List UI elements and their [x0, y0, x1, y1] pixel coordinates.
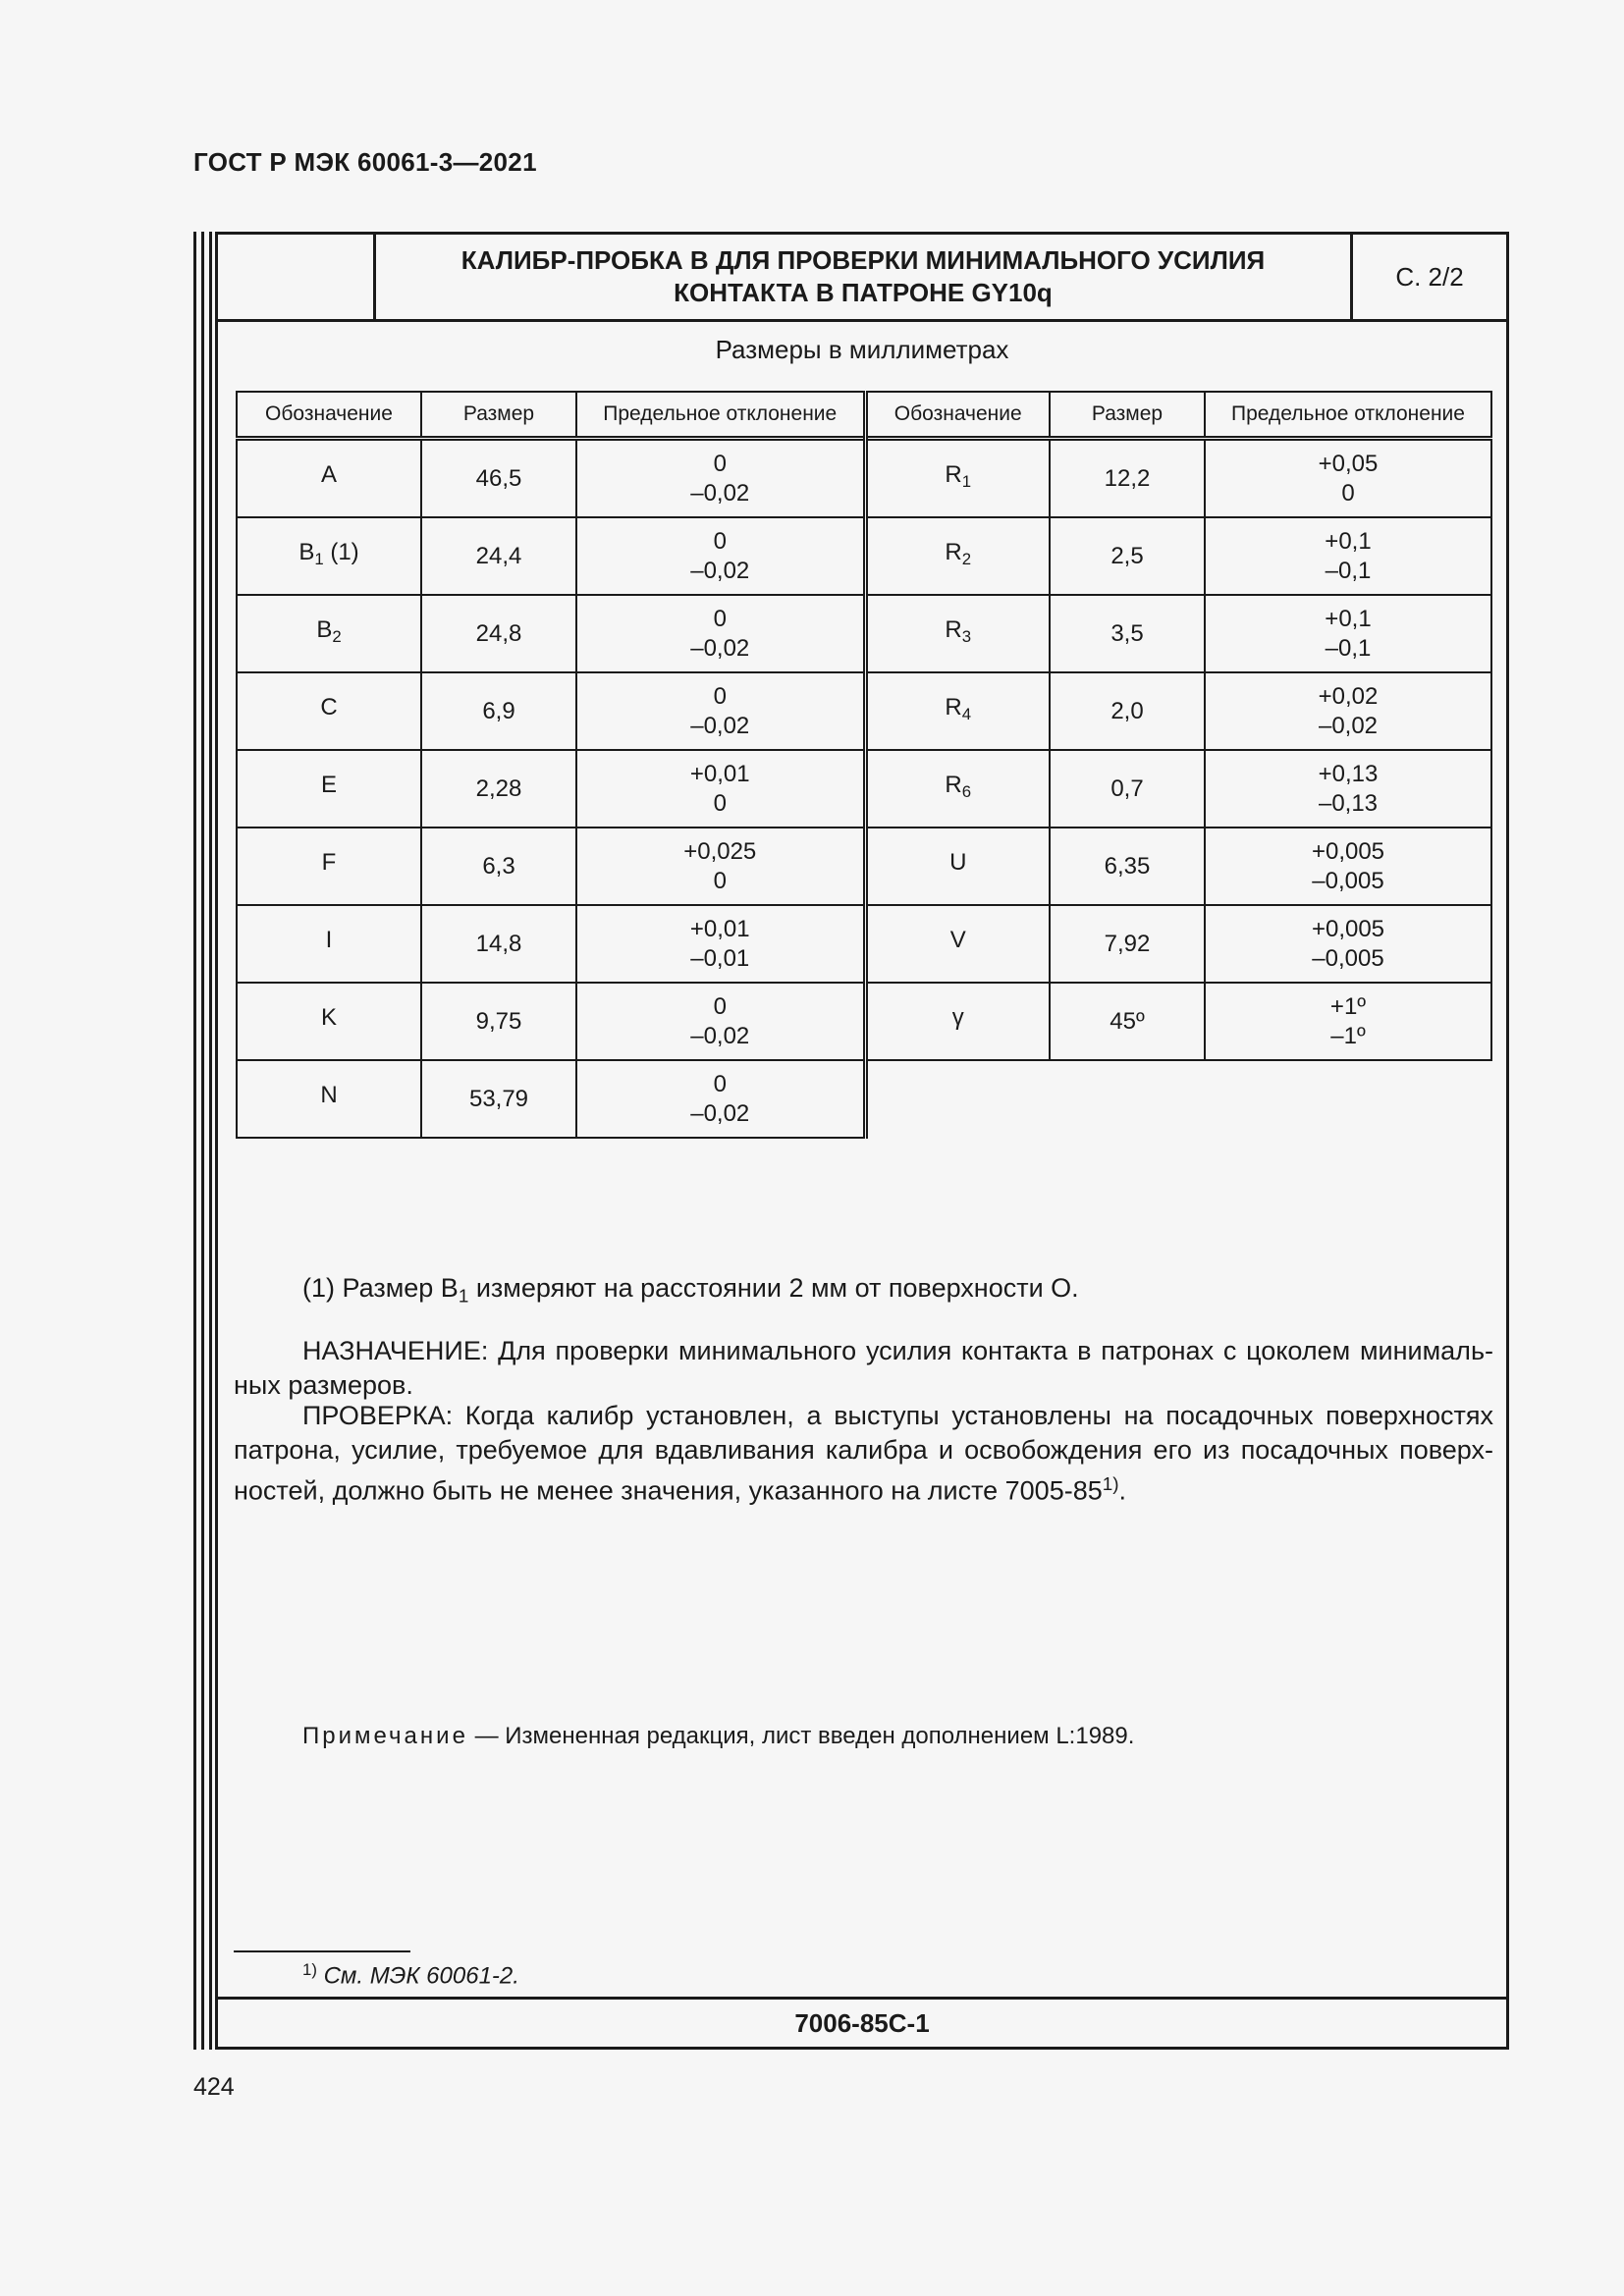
- designation-cell: [865, 905, 1050, 983]
- designation-symbol: B: [298, 538, 315, 565]
- table-row: [237, 439, 1491, 518]
- tolerance-cell: [576, 1060, 865, 1138]
- sheet-frame: [215, 232, 1509, 2050]
- upper-deviation: +0,02: [1318, 682, 1379, 710]
- designation-subscript: 4: [961, 705, 972, 724]
- tolerance-cell: [1205, 439, 1491, 518]
- designation-cell: [865, 983, 1050, 1060]
- tolerance-cell: [1205, 750, 1491, 828]
- designation-symbol: B: [316, 615, 333, 643]
- designation-symbol: C: [320, 693, 338, 721]
- lower-deviation: –0,02: [690, 557, 750, 584]
- size-cell: 24,8: [421, 595, 576, 672]
- lower-deviation: –0,01: [690, 944, 750, 972]
- table-row: [237, 517, 1491, 595]
- tolerance-cell: [1205, 983, 1491, 1060]
- lower-deviation: –0,02: [690, 1099, 750, 1127]
- footnote-text: См. МЭК 60061-2.: [323, 1962, 519, 1990]
- column-header: Обозначение: [865, 392, 1050, 439]
- size-cell: 3,5: [1050, 595, 1205, 672]
- sheet-page-ref: С. 2/2: [1350, 235, 1506, 319]
- lower-deviation: –0,005: [1312, 944, 1384, 972]
- lower-deviation: –0,13: [1318, 789, 1379, 817]
- tolerance-cell: [576, 983, 865, 1060]
- tolerance-cell: [576, 517, 865, 595]
- designation-symbol: R: [945, 771, 962, 798]
- tolerance-cell: [576, 828, 865, 905]
- column-header: Размер: [421, 392, 576, 439]
- designation-symbol: R: [945, 538, 962, 565]
- upper-deviation: 0: [713, 682, 727, 710]
- designation-symbol: F: [321, 848, 337, 876]
- tolerance-cell: [1205, 595, 1491, 672]
- tolerance-cell: [576, 905, 865, 983]
- size-cell: 6,3: [421, 828, 576, 905]
- lower-deviation: –0,1: [1325, 634, 1372, 662]
- lower-deviation: –0,02: [690, 712, 750, 739]
- check-paragraph: [234, 1399, 1493, 1508]
- units-caption: Размеры в миллиметрах: [715, 335, 1009, 364]
- upper-deviation: +0,13: [1318, 760, 1379, 787]
- designation-subscript: 1: [314, 550, 324, 569]
- size-cell: 14,8: [421, 905, 576, 983]
- designation-cell: [865, 595, 1050, 672]
- dimensions-table: [236, 391, 1492, 1139]
- lower-deviation: –0,02: [690, 634, 750, 662]
- tolerance-cell: [1205, 672, 1491, 750]
- tolerance-cell: [1205, 905, 1491, 983]
- size-cell: 24,4: [421, 517, 576, 595]
- designation-cell: [237, 828, 421, 905]
- upper-deviation: +0,005: [1311, 915, 1385, 942]
- designation-suffix: (1): [323, 538, 359, 565]
- size-cell: 6,35: [1050, 828, 1205, 905]
- designation-cell: [237, 672, 421, 750]
- designation-cell: [865, 750, 1050, 828]
- upper-deviation: +1º: [1329, 992, 1367, 1020]
- lower-deviation: 0: [1341, 479, 1355, 507]
- footnote-mark: 1): [302, 1960, 317, 1979]
- designation-cell: [865, 517, 1050, 595]
- sheet-title: КАЛИБР-ПРОБКА В ДЛЯ ПРОВЕРКИ МИНИМАЛЬНОГО УСИЛИЯ КОНТАКТА В ПАТРОНЕ GY10q: [460, 245, 1266, 307]
- table-row: [237, 750, 1491, 828]
- paragraph-text: ПРОВЕРКА: Когда калибр установлен, а выступы установлены на посадочных поверхностях патрона, усилие, требуемое для вдавливания калибра и освобождения его из посадочных поверх-ностей, должно быть не менее значения, указанного на листе 7005-85: [234, 1401, 1493, 1506]
- lower-deviation: –1º: [1330, 1022, 1366, 1049]
- designation-symbol: R: [945, 460, 962, 488]
- designation-cell: [237, 983, 421, 1060]
- paragraph-text: измеряют на расстоянии 2 мм от поверхности O.: [468, 1273, 1079, 1303]
- purpose-paragraph: НАЗНАЧЕНИЕ: Для проверки минимального усилия контакта в патронах с цоколем минималь-ных размеров.: [234, 1336, 1493, 1400]
- upper-deviation: +0,1: [1325, 527, 1372, 555]
- page-number: 424: [193, 2073, 235, 2101]
- designation-subscript: 2: [961, 550, 972, 569]
- table-header-row: [237, 392, 1491, 439]
- designation-cell: [237, 517, 421, 595]
- designation-cell: [237, 1060, 421, 1138]
- subscript: 1: [458, 1286, 469, 1308]
- designation-cell: [237, 595, 421, 672]
- lower-deviation: –0,1: [1325, 557, 1372, 584]
- designation-subscript: 1: [961, 472, 972, 492]
- column-header: Размер: [1050, 392, 1205, 439]
- size-cell: 6,9: [421, 672, 576, 750]
- tolerance-cell: [576, 750, 865, 828]
- designation-symbol: R: [945, 615, 962, 643]
- lower-deviation: –0,005: [1312, 867, 1384, 894]
- lower-deviation: 0: [713, 867, 727, 894]
- size-cell: 2,5: [1050, 517, 1205, 595]
- document-header: ГОСТ Р МЭК 60061-3—2021: [193, 147, 537, 177]
- designation-cell: [237, 750, 421, 828]
- upper-deviation: 0: [713, 450, 727, 477]
- designation-subscript: 6: [961, 782, 972, 802]
- designation-cell: [237, 905, 421, 983]
- size-cell: 45º: [1050, 983, 1205, 1060]
- binding-line: [209, 232, 212, 2050]
- title-block: [218, 235, 1506, 322]
- tolerance-cell: [576, 439, 865, 518]
- empty-cell: [1050, 1060, 1205, 1138]
- lower-deviation: –0,02: [1318, 712, 1379, 739]
- lower-deviation: 0: [713, 789, 727, 817]
- column-header: Предельное отклонение: [1205, 392, 1491, 439]
- table-row: [237, 672, 1491, 750]
- binding-line: [193, 232, 196, 2050]
- table-row: [237, 1060, 1491, 1138]
- size-cell: 7,92: [1050, 905, 1205, 983]
- tolerance-cell: [1205, 517, 1491, 595]
- title-blank-cell: [218, 235, 376, 319]
- note: [302, 1723, 1134, 1750]
- upper-deviation: +0,05: [1318, 450, 1379, 477]
- upper-deviation: +0,025: [683, 837, 757, 865]
- lower-deviation: –0,02: [690, 479, 750, 507]
- note-label: Примечание: [302, 1723, 468, 1749]
- designation-symbol: R: [945, 693, 962, 721]
- column-header: Обозначение: [237, 392, 421, 439]
- size-cell: 46,5: [421, 439, 576, 518]
- designation-symbol: A: [320, 460, 337, 488]
- upper-deviation: +0,01: [689, 915, 750, 942]
- designation-cell: [237, 439, 421, 518]
- designation-cell: [865, 672, 1050, 750]
- paragraph-text: (1) Размер B: [302, 1273, 459, 1303]
- designation-cell: [865, 439, 1050, 518]
- designation-symbol: E: [320, 771, 337, 798]
- upper-deviation: +0,1: [1325, 605, 1372, 632]
- designation-subscript: 2: [332, 627, 342, 647]
- footnote-divider: [234, 1950, 410, 1952]
- tolerance-cell: [576, 672, 865, 750]
- sheet-code: 7006-85C-1: [218, 1997, 1506, 2047]
- table-row: [237, 595, 1491, 672]
- designation-symbol: V: [949, 926, 966, 953]
- binding-line: [201, 232, 204, 2050]
- size-cell: 2,0: [1050, 672, 1205, 750]
- footnote-ref: 1): [1102, 1474, 1119, 1495]
- tolerance-cell: [1205, 828, 1491, 905]
- size-cell: 53,79: [421, 1060, 576, 1138]
- designation-subscript: 3: [961, 627, 972, 647]
- note-text: — Измененная редакция, лист введен дополнением L:1989.: [467, 1723, 1135, 1749]
- size-cell: 12,2: [1050, 439, 1205, 518]
- footnote: [302, 1960, 519, 1990]
- table-row: [237, 905, 1491, 983]
- footnote-paragraph: [234, 1271, 1493, 1314]
- upper-deviation: +0,005: [1311, 837, 1385, 865]
- designation-symbol: U: [949, 848, 967, 876]
- upper-deviation: 0: [713, 1070, 727, 1097]
- column-header: Предельное отклонение: [576, 392, 865, 439]
- table-row: [237, 983, 1491, 1060]
- upper-deviation: 0: [713, 992, 727, 1020]
- size-cell: 2,28: [421, 750, 576, 828]
- tolerance-cell: [576, 595, 865, 672]
- paragraph-text: .: [1118, 1475, 1127, 1506]
- designation-symbol: K: [320, 1003, 337, 1031]
- size-cell: 9,75: [421, 983, 576, 1060]
- designation-symbol: N: [320, 1081, 338, 1108]
- size-cell: 0,7: [1050, 750, 1205, 828]
- designation-cell: [865, 828, 1050, 905]
- empty-cell: [1205, 1060, 1491, 1138]
- designation-symbol: γ: [951, 1003, 964, 1031]
- designation-symbol: I: [325, 926, 333, 953]
- empty-cell: [865, 1060, 1050, 1138]
- table-row: [237, 828, 1491, 905]
- lower-deviation: –0,02: [690, 1022, 750, 1049]
- upper-deviation: 0: [713, 605, 727, 632]
- upper-deviation: 0: [713, 527, 727, 555]
- upper-deviation: +0,01: [689, 760, 750, 787]
